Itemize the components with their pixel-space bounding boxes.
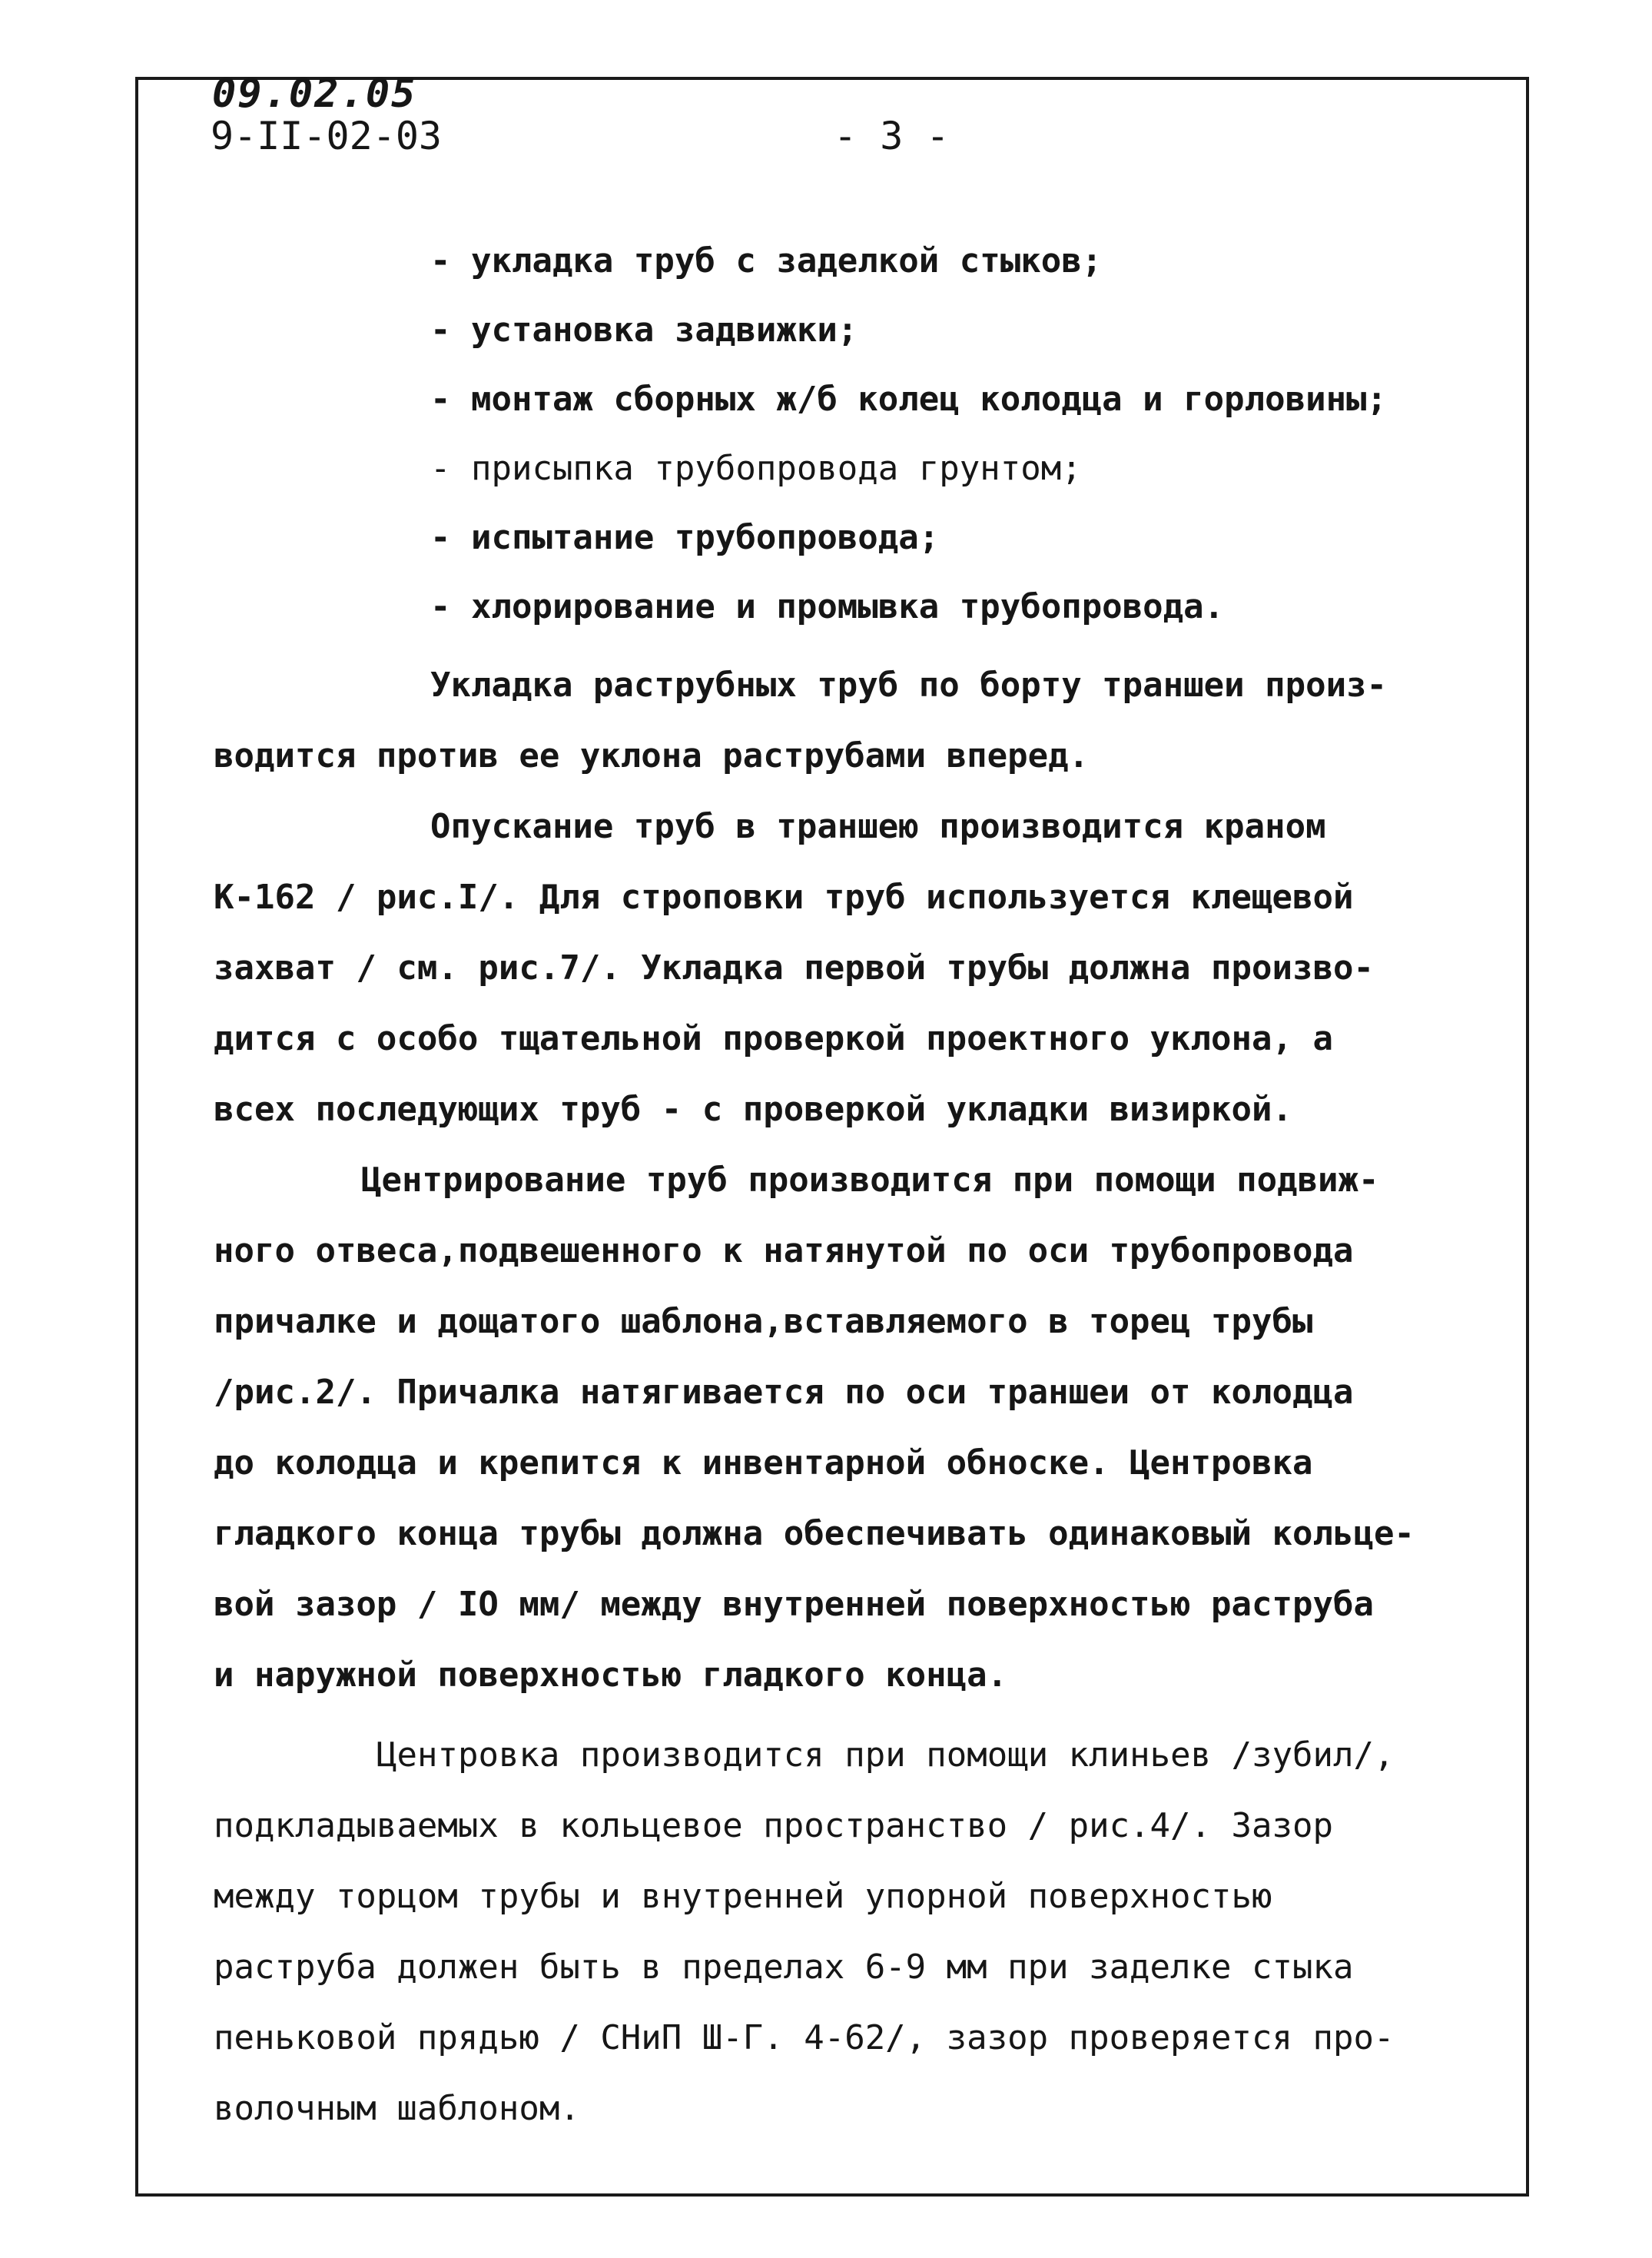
paragraph-line: между торцом трубы и внутренней упорной поверхностью (214, 1877, 1272, 1916)
document-code: 9-II-02-03 (211, 114, 443, 158)
paragraph-line: подкладываемых в кольцевое пространство / рис.4/. Зазор (214, 1806, 1333, 1845)
paragraph-line: Центровка производится при помощи клиньев /зубил/, (377, 1735, 1395, 1775)
paragraph-line: вой зазор / IO мм/ между внутренней поверхностью раструба (214, 1585, 1374, 1624)
document-date: 09.02.05 (212, 71, 417, 117)
paragraph-line: ного отвеса,подвешенного к натянутой по оси трубопровода (214, 1231, 1354, 1270)
paragraph-line: Опускание труб в траншею производится краном (430, 807, 1326, 846)
paragraph-line: К-162 / рис.I/. Для строповки труб используется клещевой (214, 878, 1354, 917)
list-item: - испытание трубопровода; (430, 518, 940, 557)
list-item: - присыпка трубопровода грунтом; (430, 449, 1082, 488)
paragraph-line: волочным шаблоном. (214, 2089, 580, 2128)
paragraph-line: и наружной поверхностью гладкого конца. (214, 1655, 1008, 1695)
list-item: - укладка труб с заделкой стыков; (430, 241, 1103, 281)
paragraph-line: /рис.2/. Причалка натягивается по оси траншеи от колодца (214, 1373, 1354, 1412)
list-item: - монтаж сборных ж/б колец колодца и горловины; (430, 380, 1388, 419)
paragraph-line: гладкого конца трубы должна обеспечивать одинаковый кольце- (214, 1514, 1415, 1553)
paragraph-line: водится против ее уклона раструбами вперед. (214, 736, 1090, 775)
paragraph-line: причалке и дощатого шаблона,вставляемого в торец трубы (214, 1302, 1313, 1341)
paragraph-line: пеньковой прядью / СНиП Ш-Г. 4-62/, зазор проверяется про- (214, 2018, 1395, 2057)
page-number: - 3 - (834, 114, 950, 158)
paragraph-line: дится с особо тщательной проверкой проектного уклона, а (214, 1019, 1333, 1058)
list-item: - хлорирование и промывка трубопровода. (430, 587, 1225, 626)
paragraph-line: Центрирование труб производится при помощи подвиж- (361, 1161, 1379, 1200)
paragraph-line: Укладка раструбных труб по борту траншеи произ- (430, 666, 1388, 705)
list-item: - установка задвижки; (430, 310, 858, 350)
paragraph-line: всех последующих труб - с проверкой укладки визиркой. (214, 1090, 1292, 1129)
paragraph-line: раструба должен быть в пределах 6-9 мм при заделке стыка (214, 1948, 1354, 1987)
paragraph-line: захват / см. рис.7/. Укладка первой трубы должна произво- (214, 948, 1374, 988)
paragraph-line: до колодца и крепится к инвентарной обноске. Центровка (214, 1443, 1313, 1483)
